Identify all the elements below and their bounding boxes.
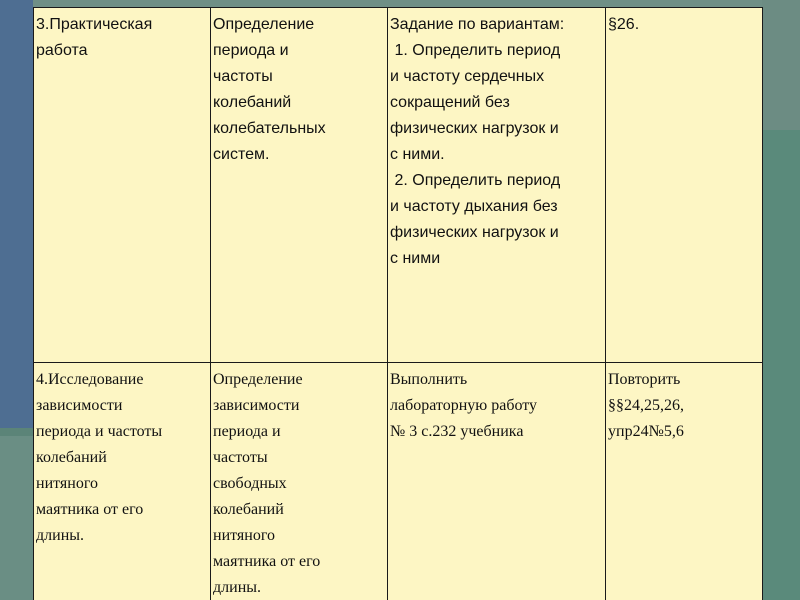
homework-cell: [606, 8, 763, 363]
table-row: [34, 8, 763, 363]
top-strip: [33, 0, 800, 7]
table-row: [34, 363, 763, 600]
task-cell: [388, 363, 606, 600]
task-text: Задание по вариантам: 1. Определить период и частоту сердечных сокращений без физических нагрузок и с ними. 2. Определить период и частоту дыхания без физических нагрузок и с ними: [390, 16, 565, 267]
homework-cell: [606, 363, 763, 600]
left-green-bar: [0, 436, 33, 600]
left-blue-bar: [0, 0, 33, 428]
stage-text: 4.Исследование зависимости периода и частоты колебаний нитяного маятника от его длины.: [36, 371, 163, 544]
content-cell: [211, 8, 388, 363]
content-cell: [211, 363, 388, 600]
right-bar-top: [762, 0, 800, 130]
left-stripe: [0, 428, 33, 436]
task-cell: [388, 8, 606, 363]
stage-cell: [34, 8, 211, 363]
stage-text: 3.Практическая работа: [36, 16, 153, 59]
content-text: Определение периода и частоты колебаний колебательных систем.: [213, 16, 326, 163]
right-bar-bottom: [762, 130, 800, 600]
stage-cell: [34, 363, 211, 600]
content-text: Определение зависимости периода и частоты свободных колебаний нитяного маятника от его длины.: [213, 371, 321, 596]
homework-text: §26.: [608, 16, 640, 33]
task-text: Выполнить лабораторную работу № 3 с.232 учебника: [390, 371, 538, 440]
lesson-plan-table: [33, 7, 763, 600]
homework-text: Повторить §§24,25,26, упр24№5,6: [608, 371, 684, 440]
